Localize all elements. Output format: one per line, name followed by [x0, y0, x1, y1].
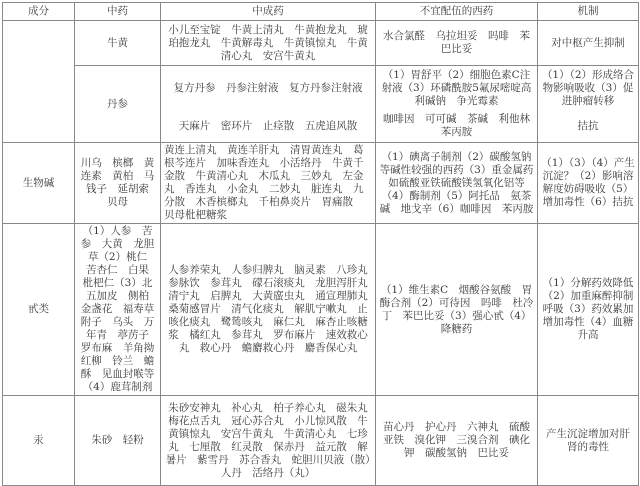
table-row [3, 21, 639, 66]
component-cell: 汞 [3, 396, 75, 486]
header-patent-medicine: 中成药 [161, 3, 376, 21]
western-cell: （1）胃舒平（2）细胞色素C注射液（3）环磷酰胺5氟尿嘧啶高利碱钠 争光霉素 [376, 66, 538, 111]
component-cell: 甙类 [3, 224, 75, 396]
herb-cell: 丹参 [75, 66, 161, 143]
mechanism-cell: （1）分解药效降低（2）加重麻醉抑制呼吸（3）药效累加增加毒性（4）血糖升高 [538, 224, 639, 396]
western-cell: 咖啡因 可可碱 茶碱 利他林苯丙胺 [376, 111, 538, 143]
herb-cell: 朱砂 轻粉 [75, 396, 161, 486]
patent-cell: 复方丹参 丹参注射液 复方丹参注射液 [161, 66, 376, 111]
mechanism-cell: 对中枢产生抑制 [538, 21, 639, 66]
western-cell: （1）碘离子制剂（2）碳酸氢钠等碱性较强的西药（3）重金属药如硫酸亚铁硫酸镁氢氧化铝等（4）酶制剂（5）阿托品 氨茶碱 地戈辛（6）咖啡因 苯丙胺 [376, 143, 538, 224]
component-cell: 生物碱 [3, 143, 75, 224]
table-row [3, 224, 639, 396]
header-component: 成分 [3, 3, 75, 21]
mechanism-cell: 拮抗 [538, 111, 639, 143]
header-mechanism: 机制 [538, 3, 639, 21]
header-western-drug: 不宜配伍的西药 [376, 3, 538, 21]
drug-interaction-table [2, 2, 639, 486]
patent-cell: 人参养荣丸 人参归脾丸 脑灵素 八珍丸 参脉饮 参茸丸 礞石滚痰丸 龙胆泻肝丸 清宁丸 启脾丸 大黄䗪虫丸 通宣理肺丸 桑菊感冒片 清气化痰丸 解肌宁嗽丸 止咳化痰丸 鹭鸶咳丸 麻仁丸 麻杏止咳糖浆 橘红丸 参茸丸 罗布麻片 速效救心丸 救心丹 蟾麝救心丹 麝香保心丸 [161, 224, 376, 396]
patent-cell: 黄连上清丸 黄连羊肝丸 清胃黄连丸 葛根芩连片 加味香连丸 小活络丹 牛黄千金散 牛黄清心丸 木瓜丸 三妙丸 左金丸 香连丸 小金丸 二妙丸 脏连丸 九分散 木香槟榔丸 千柏鼻炎片 胃痛散 贝母枇杷糖浆 [161, 143, 376, 224]
table-row [3, 396, 639, 486]
mechanism-cell: （1）（2）形成络合物影响吸收（3）促进肿瘤转移 [538, 66, 639, 111]
mechanism-cell: 产生沉淀增加对肝肾的毒性 [538, 396, 639, 486]
western-cell: （1）维生素C 烟酸谷氨酸 胃酶合剂（2）可待因 吗啡 杜冷丁 苯巴比妥（3）强心甙（4）降糖药 [376, 224, 538, 396]
patent-cell: 朱砂安神丸 补心丸 柏子养心丸 磁朱丸 梅花点舌丸 冠心苏合丸 小儿惊风散 牛黄镇惊丸 安宫牛黄丸 牛黄清心丸 七珍丸 七厘散 红灵散 保赤丹 益元散 解暑片 紫雪丹 苏合香丸 蛇胆川贝液（散） 人丹 活络丹（丸） [161, 396, 376, 486]
mechanism-cell: （1）（3）（4）产生沉淀？（2）影响溶解度妨碍吸收（5）增加毒性（6）拮抗 [538, 143, 639, 224]
table-row [3, 66, 639, 111]
herb-cell: 川乌 槟榔 黄连素 黄柏 马钱子 延胡索 贝母 [75, 143, 161, 224]
header-herb: 中药 [75, 3, 161, 21]
header-row [3, 3, 639, 21]
western-cell: 苗心丹 护心丹 六神丸 硫酸亚铁 溴化钾 三溴合剂 碘化钾 碳酸氢钠 巴比妥 [376, 396, 538, 486]
patent-cell: 天麻片 密环片 止痉散 五虎追风散 [161, 111, 376, 143]
herb-cell: （1）人参 苦参 大黄 龙胆草（2）桃仁 苦杏仁 白果 枇杷仁（3）北五加皮 侧柏 金盏花 福寿草 附子 乌头 万年青 葶苈子 罗布麻 羊角拗 红柳 铃兰 蟾酥 见血封喉等（4）鹿茸制剂 [75, 224, 161, 396]
component-cell [3, 21, 75, 143]
table-row [3, 143, 639, 224]
patent-cell: 小儿至宝锭 牛黄上清丸 牛黄抱龙丸 琥珀抱龙丸 牛黄解毒丸 牛黄镇惊丸 牛黄清心丸 安宫牛黄丸 [161, 21, 376, 66]
herb-cell: 牛黄 [75, 21, 161, 66]
western-cell: 水合氯醛 乌拉坦妥 吗啡 苯巴比妥 [376, 21, 538, 66]
